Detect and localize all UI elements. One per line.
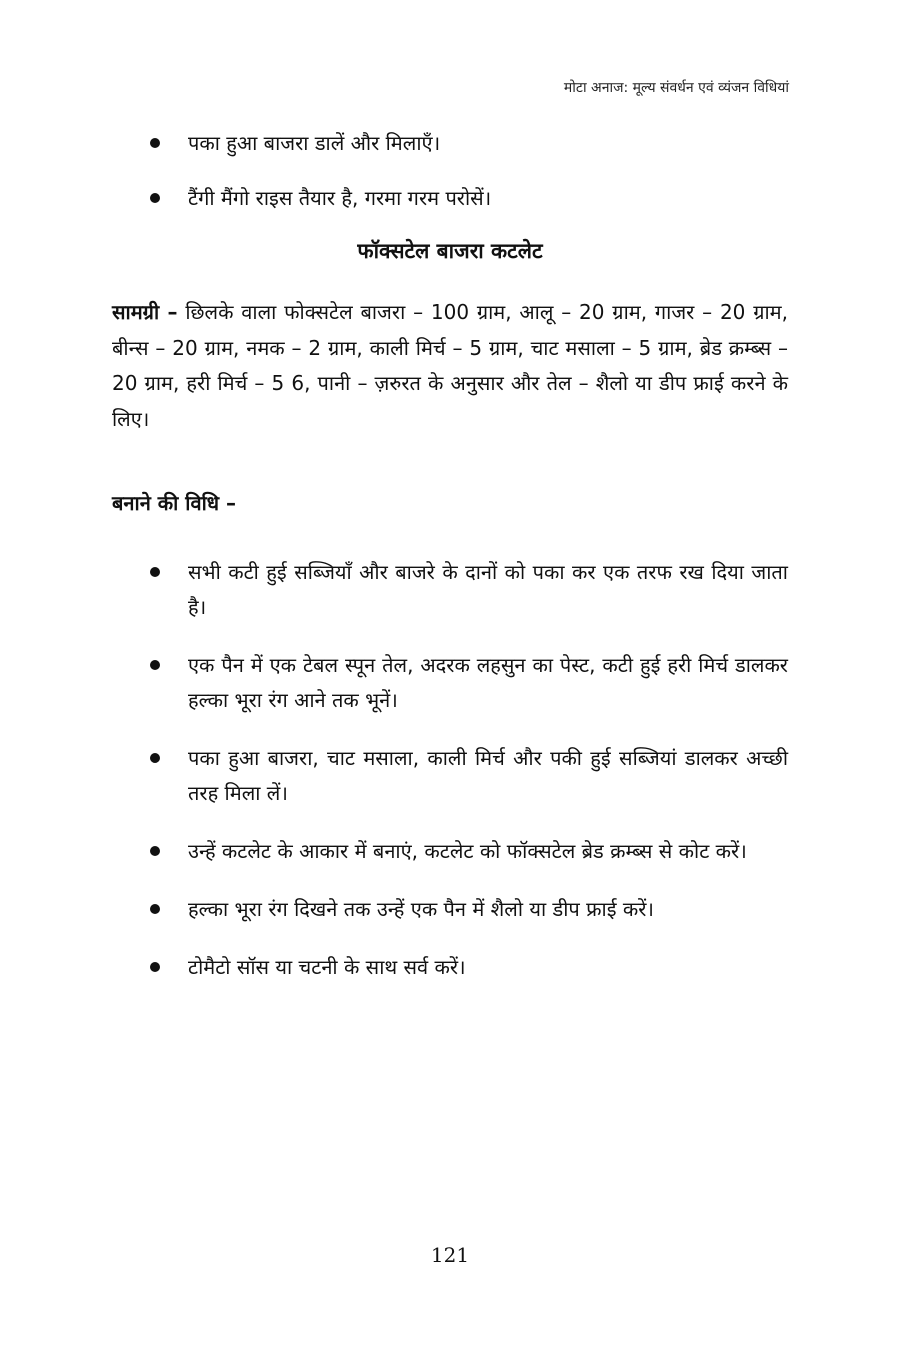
step-text: एक पैन में एक टेबल स्पून तेल, अदरक लहसुन का पेस्ट, कटी हुई हरी मिर्च डालकर हल्का भूरा रंग आने तक भूनें। [188,653,788,712]
method-steps-list [112,555,788,1008]
running-header: मोटा अनाज: मूल्य संवर्धन एवं व्यंजन विधियां [563,80,789,96]
step-text: उन्हें कटलेट के आकार में बनाएं, कटलेट को फॉक्सटेल ब्रेड क्रम्ब्स से कोट करें। [188,839,747,863]
page-number: 121 [430,1243,470,1267]
ingredients-paragraph [112,295,788,437]
ingredients-label: सामग्री – [112,300,178,324]
ingredients-text: छिलके वाला फोक्सटेल बाजरा – 100 ग्राम, आलू – 20 ग्राम, गाजर – 20 ग्राम, बीन्स – 20 ग्राम, नमक – 2 ग्राम, काली मिर्च – 5 ग्राम, चाट मसाला – 5 ग्राम, ब्रेड क्रम्ब्स – 20 ग्राम, हरी मिर्च – 5 6, पानी – ज़रुरत के अनुसार और तेल – शैलो या डीप फ्राई करने के लिए। [112,300,788,431]
step-text: सभी कटी हुई सब्जियाँ और बाजरे के दानों को पका कर एक तरफ रख दिया जाता है। [188,560,788,619]
bullet-icon [150,567,160,577]
list-item [112,892,788,927]
step-text: हल्का भूरा रंग दिखने तक उन्हें एक पैन में शैलो या डीप फ्राई करें। [188,897,655,921]
bullet-icon [150,904,160,914]
step-text: टोमैटो सॉस या चटनी के साथ सर्व करें। [188,955,466,979]
bullet-icon [150,660,160,670]
step-text: पका हुआ बाजरा, चाट मसाला, काली मिर्च और पकी हुई सब्जियां डालकर अच्छी तरह मिला लें। [188,746,788,805]
list-item [112,555,788,625]
previous-recipe-steps [112,126,788,236]
list-item [112,741,788,811]
bullet-icon [150,962,160,972]
list-item [112,834,788,869]
list-item [112,950,788,985]
bullet-icon [150,193,160,203]
bullet-icon [150,846,160,856]
step-text: पका हुआ बाजरा डालें और मिलाएँ। [188,131,441,155]
method-heading: बनाने की विधि – [112,491,237,515]
bullet-icon [150,138,160,148]
bullet-icon [150,753,160,763]
list-item [112,126,788,160]
list-item [112,648,788,718]
recipe-title: फॉक्सटेल बाजरा कटलेट [357,239,543,263]
list-item [112,181,788,215]
step-text: टैंगी मैंगो राइस तैयार है, गरमा गरम परोसें। [188,186,492,210]
